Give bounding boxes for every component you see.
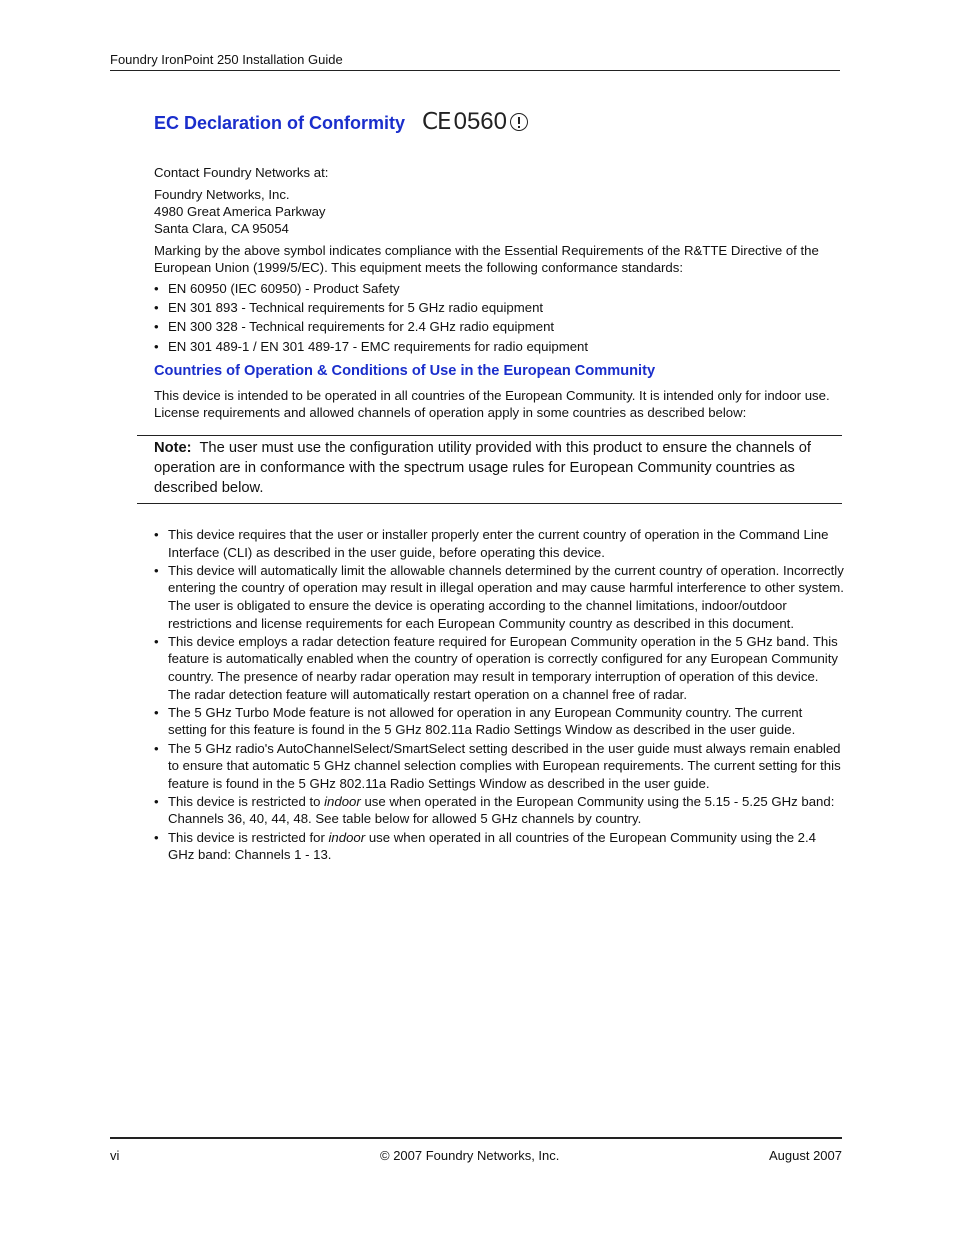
alert-circle-icon (510, 113, 528, 131)
footer-rule (110, 1137, 842, 1139)
note-text: The user must use the configuration utility provided with this product to ensure the channels of operation are in conformance with the spectrum usage rules for European Community countries as described below. (154, 440, 811, 496)
notified-body-number: 0560 (453, 108, 507, 135)
address-line-2: 4980 Great America Parkway (154, 204, 326, 219)
list-item: • This device is restricted for indoor use when operated in all countries of the European Community using the 2.4 GHz band: Channels 1 - 13. (154, 829, 844, 864)
address-line-3: Santa Clara, CA 95054 (154, 221, 289, 236)
ce-logo: CE (422, 109, 451, 135)
list-item: • EN 301 489-1 / EN 301 489-17 - EMC requirements for radio equipment (154, 338, 844, 356)
section-intro: This device is intended to be operated in all countries of the European Community. It is intended only for indoor use. License requirements and allowed channels of operation apply in some countries as described below: (154, 388, 830, 421)
page-number: vi (110, 1148, 120, 1163)
ce-mark (422, 108, 528, 136)
list-item: • The 5 GHz radio's AutoChannelSelect/SmartSelect setting described in the user guide must always remain enabled to ensure that automatic 5 GHz channel selection complies with European requirements. The current setting for this feature is found in the 5 GHz 802.11a Radio Settings Window as described in the user guide. (154, 740, 844, 793)
page-title: EC Declaration of Conformity (154, 113, 406, 133)
conditions-list (154, 526, 844, 864)
contact-intro: Contact Foundry Networks at: (154, 165, 329, 180)
note-label: Note: (154, 440, 192, 456)
list-item: • This device will automatically limit the allowable channels determined by the current country of operation. Incorrectly entering the country of operation may result in illegal operation and may cause harmful interference to other system. The user is obligated to ensure the device is operating according to the channel limitations, indoor/outdoor restrictions and license requirements for each European Community country as described in this document. (154, 562, 844, 632)
note-bottom-rule (137, 503, 842, 504)
copyright: © 2007 Foundry Networks, Inc. (380, 1148, 560, 1163)
list-item: • This device is restricted to indoor use when operated in the European Community using the 5.15 - 5.25 GHz band: Channels 36, 40, 44, 48. See table below for allowed 5 GHz channels by country. (154, 793, 844, 828)
publication-date: August 2007 (768, 1148, 842, 1163)
marking-paragraph: Marking by the above symbol indicates compliance with the Essential Requirements of the R&TTE Directive of the European Union (1999/5/EC). This equipment meets the following conformance standards: (154, 243, 819, 276)
list-item: • EN 60950 (IEC 60950) - Product Safety (154, 280, 844, 298)
list-item: • This device requires that the user or installer properly enter the current country of operation in the Command Line Interface (CLI) as described in the user guide, before operating this device. (154, 526, 844, 561)
standards-list (154, 280, 844, 357)
list-item: • EN 301 893 - Technical requirements for 5 GHz radio equipment (154, 299, 844, 317)
address-line-1: Foundry Networks, Inc. (154, 187, 290, 202)
header-rule (110, 70, 840, 71)
list-item: • This device employs a radar detection feature required for European Community operation in the 5 GHz band. This feature is automatically enabled when the country of operation is correctly configured for any European Community country. The presence of nearby radar operation may result in temporary interruption of operation of this device. The radar detection feature will automatically restart operation on a channel free of radar. (154, 633, 844, 703)
list-item: • EN 300 328 - Technical requirements for 2.4 GHz radio equipment (154, 318, 844, 336)
note-box (154, 438, 840, 498)
list-item: • The 5 GHz Turbo Mode feature is not allowed for operation in any European Community country. The current setting for this feature is found in the 5 GHz 802.11a Radio Settings Window as described in the user guide. (154, 704, 844, 739)
section-heading: Countries of Operation & Conditions of Use in the European Community (154, 363, 656, 379)
note-top-rule (137, 435, 842, 436)
running-header: Foundry IronPoint 250 Installation Guide (110, 52, 343, 67)
